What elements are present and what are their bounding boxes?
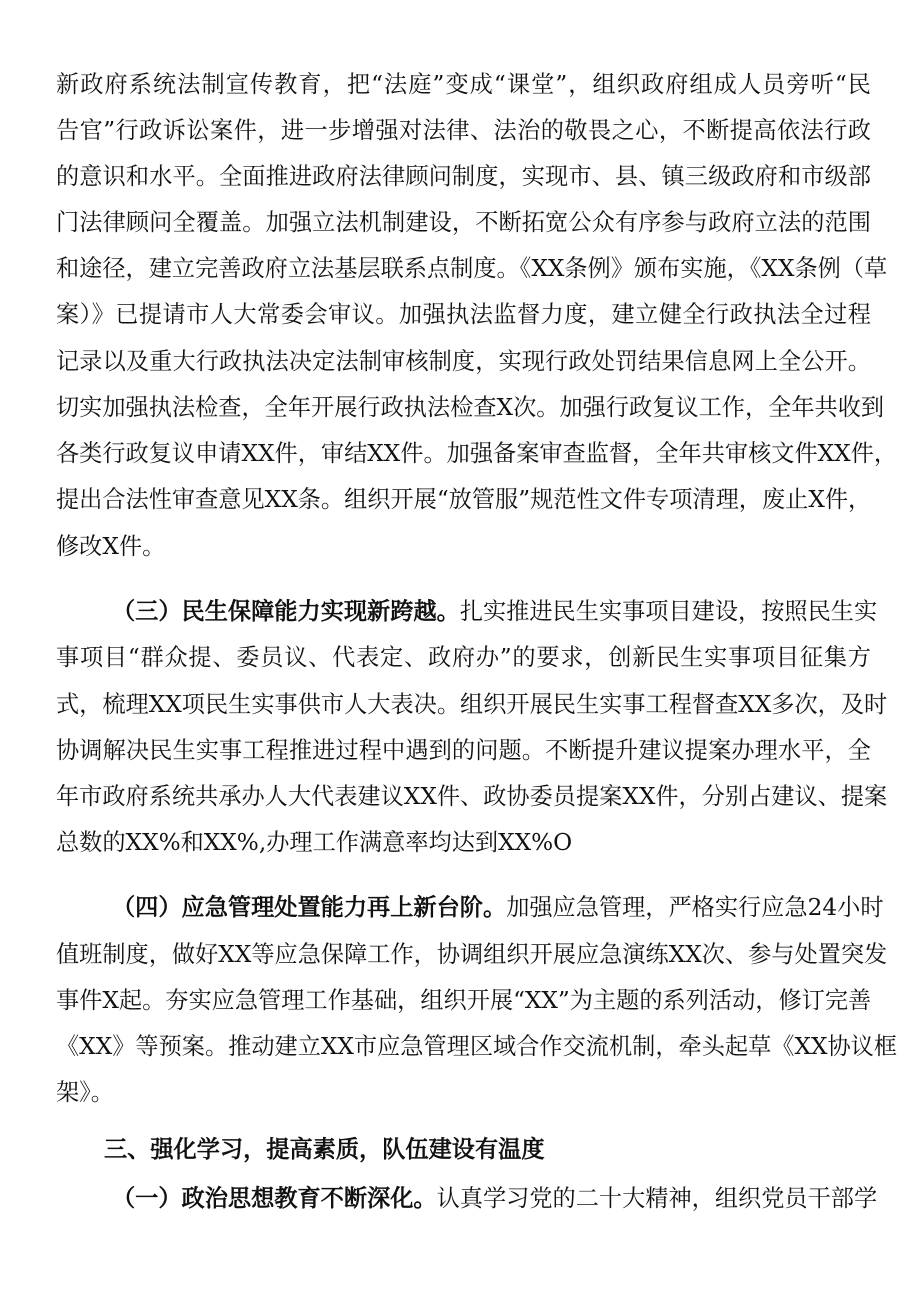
para2-line-2: 事项目“群众提、委员议、代表定、政府办”的要求，创新民生实事项目征集方 xyxy=(56,644,871,671)
para1-line-11: 修改X件。 xyxy=(56,533,166,560)
para2-line-5: 年市政府系统共承办人大代表建议XX件、政协委员提案XX件，分别占建议、提案 xyxy=(56,783,888,810)
para4-first-text: 认真学习党的二十大精神，组织党员干部学 xyxy=(436,1185,878,1212)
para3-line-5: 架》。 xyxy=(56,1079,114,1106)
para1-line-8: 切实加强执法检查，全年开展行政执法检查X次。加强行政复议工作，全年共收到 xyxy=(56,394,885,421)
para1-line-2: 告官”行政诉讼案件，进一步增强对法律、法治的敬畏之心，不断提高依法行政 xyxy=(56,117,871,144)
para1-line-4: 门法律顾问全覆盖。加强立法机制建设，不断拓宽公众有序参与政府立法的范围 xyxy=(56,209,871,236)
para3-line-4: 《XX》等预案。推动建立XX市应急管理区域合作交流机制，牵头起草《XX协议框 xyxy=(56,1033,898,1060)
para3-first-text: 加强应急管理，严格实行应急24小时 xyxy=(506,894,884,921)
para1-line-9: 各类行政复议申请XX件，审结XX件。加强备案审查监督，全年共审核文件XX件， xyxy=(56,440,898,467)
para1-line-1: 新政府系统法制宣传教育，把“法庭”变成“课堂”，组织政府组成人员旁听“民 xyxy=(56,71,871,98)
para1-line-10: 提出合法性审查意见XX条。组织开展“放管服”规范性文件专项清理，废止X件， xyxy=(56,486,872,513)
para3-heading: （四）应急管理处置能力再上新台阶。 xyxy=(112,894,507,921)
para1-line-3: 的意识和水平。全面推进政府法律顾问制度，实现市、县、镇三级政府和市级部 xyxy=(56,163,871,190)
para4-heading: （一）政治思想教育不断深化。 xyxy=(112,1185,437,1212)
para2-heading: （三）民生保障能力实现新跨越。 xyxy=(112,598,460,625)
para3-line-2: 值班制度，做好XX等应急保障工作，协调组织开展应急演练XX次、参与处置突发 xyxy=(56,941,888,968)
para2-line-4: 协调解决民生实事工程推进过程中遇到的问题。不断提升建议提案办理水平，全 xyxy=(56,737,871,764)
para1-line-5: 和途径，建立完善政府立法基层联系点制度。《XX条例》颁布实施，《XX条例（草 xyxy=(56,255,888,282)
section-heading: 三、强化学习，提高素质，队伍建设有温度 xyxy=(104,1136,545,1163)
para1-line-6: 案）》已提请市人大常委会审议。加强执法监督力度，建立健全行政执法全过程 xyxy=(56,301,871,328)
para2-line-3: 式，梳理XX项民生实事供市人大表决。组织开展民生实事工程督查XX多次，及时 xyxy=(56,691,888,718)
para1-line-7: 记录以及重大行政执法决定法制审核制度，实现行政处罚结果信息网上全公开。 xyxy=(56,348,871,375)
para3-line-3: 事件X起。夯实应急管理工作基础，组织开展“XX”为主题的系列活动，修订完善 xyxy=(56,987,872,1014)
para2-first-text: 扎实推进民生实事项目建设，按照民生实 xyxy=(459,598,878,625)
para3-first-line xyxy=(112,893,884,923)
para4-first-line xyxy=(112,1184,878,1214)
para2-line-6: 总数的XX%和XX%,办理工作满意率均达到XX%O xyxy=(56,829,573,856)
para2-first-line xyxy=(112,597,878,627)
